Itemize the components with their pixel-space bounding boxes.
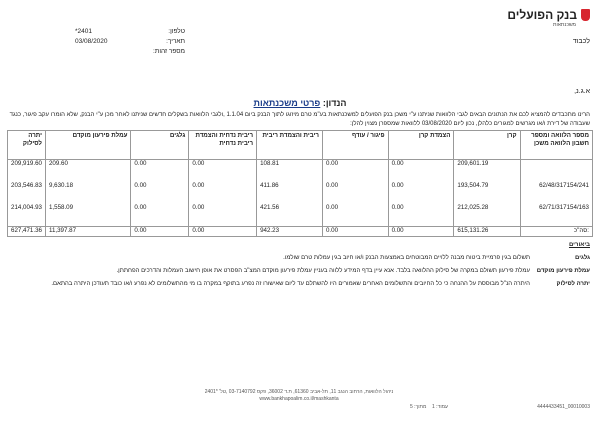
total-principal-indexation: 0.00 <box>388 227 454 237</box>
meta-date-row <box>60 37 185 47</box>
table-row <box>8 160 593 183</box>
cell-insurance: 0.00 <box>131 204 189 227</box>
cell-early-repayment-fee: 209.60 <box>45 160 130 183</box>
footer-address-line: ניהול הלוואות, הרחוב הנגב 11, תל-אביב 61360, ת.ד 36002, פקס 03-7140792 ,טל' *2401 <box>204 389 394 395</box>
footer-website-link[interactable]: www.bankhapoalim.co.il/mashkanta <box>259 396 339 402</box>
greeting: א.ג.נ, <box>574 88 590 95</box>
col-principal: קרן <box>454 131 520 160</box>
cell-insurance: 0.00 <box>131 182 189 204</box>
footer-address <box>8 389 590 403</box>
letter-meta <box>60 27 185 57</box>
bank-logo-icon <box>581 9 590 21</box>
note-text: היתרה הנ"ל מבוססת על ההנחה כי כל החיובים והתשלומים האחרים שאמורים היו להשתלם עד ליום שאישורו זה נפרע בתוקף במקרה בו מי מהתשלומים לא נפרע ו/או כובד תעודכן היתרה בהתאם. <box>51 281 530 287</box>
note-item <box>8 280 590 289</box>
cell-deferred-interest: 0.00 <box>189 160 257 183</box>
total-balance: 627,471.36 <box>8 227 46 237</box>
cell-balance: 203,546.83 <box>8 182 46 204</box>
bank-logo <box>507 8 590 28</box>
cell-principal-indexation: 0.00 <box>388 182 454 204</box>
note-item <box>8 267 590 276</box>
page-counter <box>410 404 448 410</box>
subject-line <box>0 98 600 108</box>
bank-name: בנק הפועלים <box>507 8 577 22</box>
table-row <box>8 182 593 204</box>
cell-loan-number <box>520 160 593 183</box>
note-text: עמלת פירעון תשולם במקרה של סילוק ההלוואה בלבד. אנא עיין בדף המידע ללווה בעניין עמלת פירעון מוקדם המצ"ב הפסרט את אופן חישוב העמלות והדרכים הפחתתן. <box>116 268 530 274</box>
total-deferred-interest: 0.00 <box>189 227 257 237</box>
page-of-label: מתוך: <box>414 404 427 410</box>
cell-deferred-interest: 0.00 <box>189 182 257 204</box>
meta-id-row <box>60 47 185 57</box>
total-interest: 942.23 <box>257 227 323 237</box>
note-item <box>8 254 590 263</box>
loans-table <box>7 130 593 237</box>
cell-balance: 214,004.93 <box>8 204 46 227</box>
col-early-repayment-fee: עמלת פירעון מוקדם <box>45 131 130 160</box>
cell-interest: 421.56 <box>257 204 323 227</box>
col-loan-number: מספר הלוואה ומספר חשבון הלוואה משכן <box>520 131 593 160</box>
cell-early-repayment-fee: 1,558.09 <box>45 204 130 227</box>
cell-early-repayment-fee: 9,630.18 <box>45 182 130 204</box>
notes-section <box>8 241 590 293</box>
col-principal-indexation: הצמדת קרן <box>388 131 454 160</box>
cell-principal: 193,504.79 <box>454 182 520 204</box>
bank-subtitle: משכנתאות <box>553 22 576 28</box>
page-number: 1 <box>431 404 435 410</box>
meta-date-label: תאריך: <box>166 38 185 45</box>
cell-loan-number: 62/71/317154/163 <box>520 204 593 227</box>
cell-loan-number: 62/48/317154/241 <box>520 182 593 204</box>
total-principal: 615,131.26 <box>454 227 520 237</box>
note-text: תשלום בגין פרמיית ביטוח מבנה ללויים המבוטחים באמצעות הבנק ו/או חיוב בגין עמלות טרם שולמו. <box>283 255 530 261</box>
col-balance: יתרה לסילוק <box>8 131 46 160</box>
col-interest: ריבית והצמדת ריבית <box>257 131 323 160</box>
document-code: 4444433451_00010003 <box>537 404 590 410</box>
page-total: 5 <box>410 404 413 410</box>
meta-id-label: מספר זהות: <box>153 48 185 55</box>
addressee: לכבוד <box>572 38 590 45</box>
total-early-repayment-fee: 11,397.87 <box>45 227 130 237</box>
total-label: סה"כ: <box>520 227 593 237</box>
total-arrears: 0.00 <box>322 227 388 237</box>
note-term: עמלת פירעון מוקדם <box>536 268 590 274</box>
cell-principal-indexation: 0.00 <box>388 160 454 183</box>
meta-date-value: 03/08/2020 <box>75 38 108 45</box>
table-total-row <box>8 227 593 237</box>
subject-title: פרטי משכנתאות <box>253 98 321 108</box>
cell-interest: 411.86 <box>257 182 323 204</box>
total-insurance: 0.00 <box>131 227 189 237</box>
cell-arrears: 0.00 <box>322 204 388 227</box>
intro-paragraph: הרינו מתכבדים להמציא לכם את הנתונים הבאים לגבי הלוואות שניתנו ע"י משכן בנק הפועלים למשכנתאות בע"מ טרם מיזוגו לתוך הבנק ביום 1.1.04 ,ולגבי הלוואות בשקלים חדשים שניתנו לאחר מכן ע"י הבנק, שלא הומרו עקב פיגור, כנגד שעבודה של דירת ו/או מגרשים למגורים כלהלן, נכון ליום 03/08/2020 ללוואות שמספרן מצוין להלן: <box>9 112 590 127</box>
cell-arrears: 0.00 <box>322 182 388 204</box>
table-row <box>8 204 593 227</box>
cell-deferred-interest: 0.00 <box>189 204 257 227</box>
notes-title: ביאורים <box>568 242 590 248</box>
cell-balance: 209,919.60 <box>8 160 46 183</box>
meta-phone-row <box>60 27 185 37</box>
note-term: יתרה לסילוק <box>556 281 590 287</box>
subject-label: הנדון: <box>322 98 347 108</box>
cell-arrears: 0.00 <box>322 160 388 183</box>
table-header-row <box>8 131 593 160</box>
cell-principal: 212,025.28 <box>454 204 520 227</box>
cell-principal-indexation: 0.00 <box>388 204 454 227</box>
cell-insurance: 0.00 <box>131 160 189 183</box>
note-term: גלגים <box>575 255 590 261</box>
page-label: עמוד: <box>436 404 448 410</box>
cell-principal: 209,601.19 <box>454 160 520 183</box>
meta-id-value <box>60 47 130 57</box>
col-deferred-interest: ריבית נדחית והצמדת ריבית נדחית <box>189 131 257 160</box>
col-insurance: גלגים <box>131 131 189 160</box>
meta-phone-label: טלפון: <box>168 28 185 35</box>
col-arrears: פיגור / עודף <box>322 131 388 160</box>
meta-phone-value: *2401 <box>75 28 92 35</box>
cell-interest: 108.81 <box>257 160 323 183</box>
